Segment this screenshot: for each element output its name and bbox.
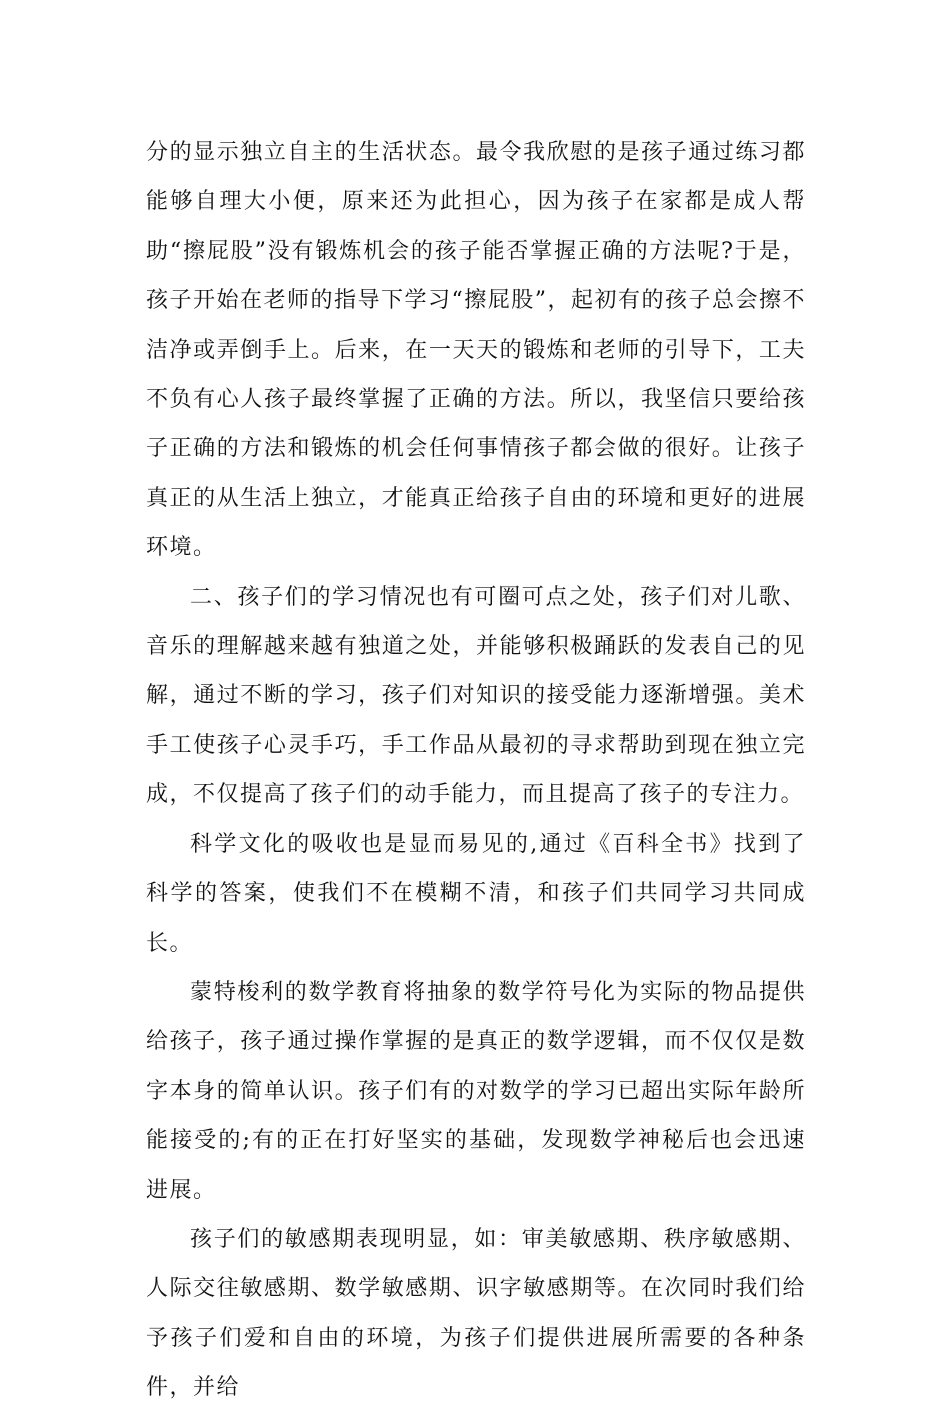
paragraph-4: 蒙特梭利的数学教育将抽象的数学符号化为实际的物品提供给孩子，孩子通过操作掌握的是真正的数学逻辑，而不仅仅是数字本身的简单认识。孩子们有的对数学的学习已超出实际年龄所能接受的;有的正在打好坚实的基础，发现数学神秘后也会迅速进展。 <box>146 979 806 1203</box>
paragraph-3: 科学文化的吸收也是显而易见的,通过《百科全书》找到了科学的答案，使我们不在模糊不清，和孩子们共同学习共同成长。 <box>146 831 806 956</box>
paragraph-5: 孩子们的敏感期表现明显，如：审美敏感期、秩序敏感期、人际交往敏感期、数学敏感期、识字敏感期等。在次同时我们给予孩子们爱和自由的环境，为孩子们提供进展所需要的各种条件，并给 <box>146 1226 806 1401</box>
paragraph-1: 分的显示独立自主的生活状态。最令我欣慰的是孩子通过练习都能够自理大小便，原来还为此担心，因为孩子在家都是成人帮助“擦屁股”没有锻炼机会的孩子能否掌握正确的方法呢?于是，孩子开始在老师的指导下学习“擦屁股”，起初有的孩子总会擦不洁净或弄倒手上。后来，在一天天的锻炼和老师的引导下，工夫不负有心人孩子最终掌握了正确的方法。所以，我坚信只要给孩子正确的方法和锻炼的机会任何事情孩子都会做的很好。让孩子真正的从生活上独立，才能真正给孩子自由的环境和更好的进展环境。 <box>146 140 806 561</box>
paragraph-2: 二、孩子们的学习情况也有可圈可点之处，孩子们对儿歌、音乐的理解越来越有独道之处，并能够积极踊跃的发表自己的见解，通过不断的学习，孩子们对知识的接受能力逐渐增强。美术手工使孩子心灵手巧，手工作品从最初的寻求帮助到现在独立完成，不仅提高了孩子们的动手能力，而且提高了孩子的专注力。 <box>146 584 806 808</box>
document-body <box>146 128 806 1413</box>
